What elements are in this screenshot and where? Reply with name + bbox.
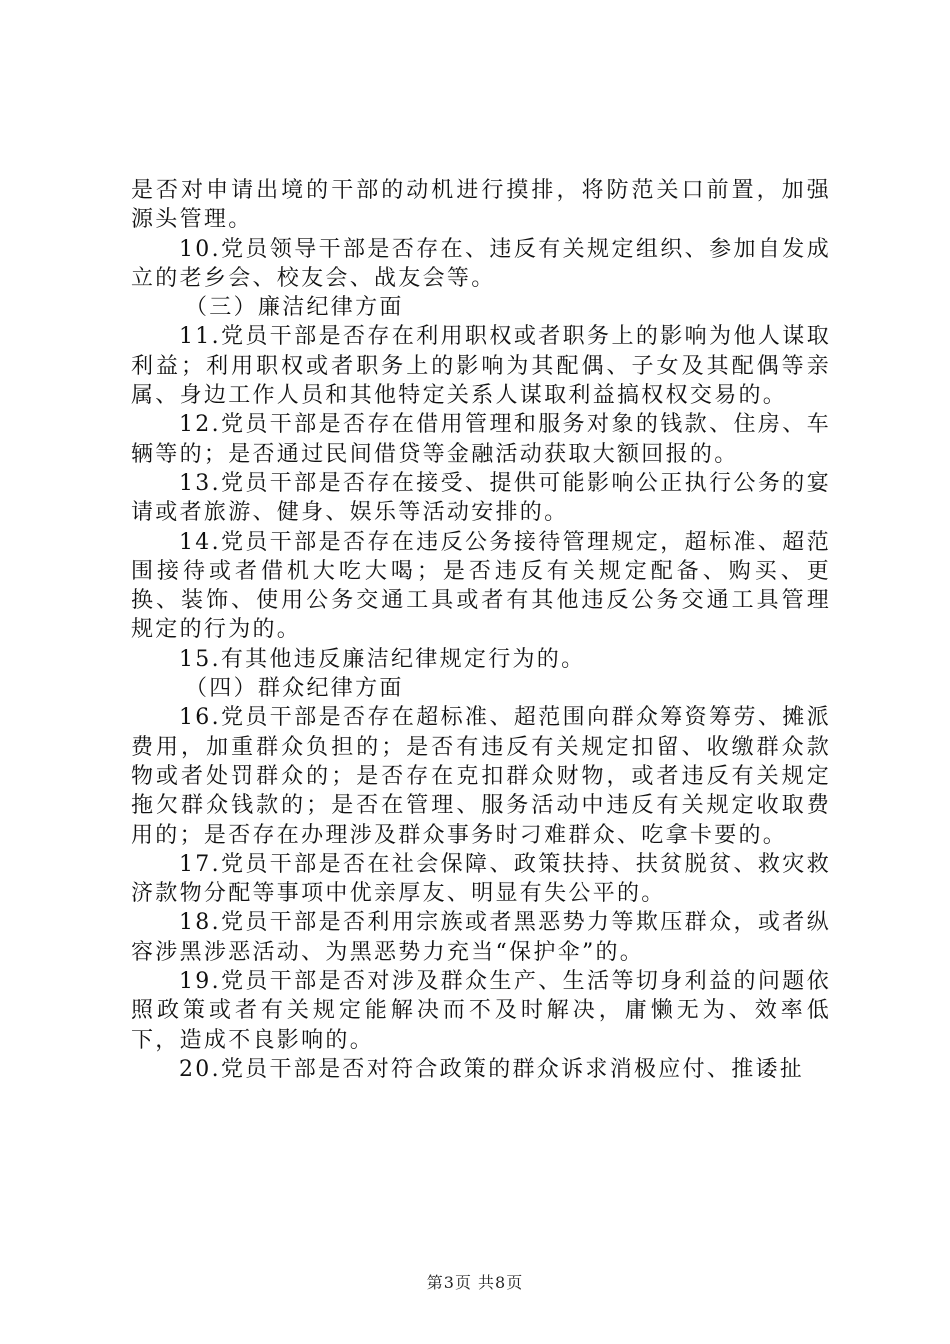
document-body	[131, 176, 831, 1084]
section-heading: （四）群众纪律方面	[185, 676, 404, 702]
paragraph: 19.党员干部是否对涉及群众生产、生活等切身利益的问题依照政策或者有关规定能解决而不及时解决，庸懒无为、效率低下，造成不良影响的。	[131, 969, 831, 1053]
paragraph: 11.党员干部是否存在利用职权或者职务上的影响为他人谋取利益；利用职权或者职务上的影响为其配偶、子女及其配偶等亲属、身边工作人员和其他特定关系人谋取利益搞权权交易的。	[131, 324, 831, 409]
paragraph: 12.党员干部是否存在借用管理和服务对象的钱款、住房、车辆等的；是否通过民间借贷等金融活动获取大额回报的。	[131, 412, 831, 467]
paragraph: 20.党员干部是否对符合政策的群众诉求消极应付、推诿扯	[179, 1056, 805, 1082]
section-heading: （三）廉洁纪律方面	[185, 295, 404, 321]
page-number-footer: 第3页 共8页	[426, 1273, 524, 1292]
paragraph: 16.党员干部是否存在超标准、超范围向群众筹资筹劳、摊派费用，加重群众负担的；是否有违反有关规定扣留、收缴群众款物或者处罚群众的；是否存在克扣群众财物，或者违反有关规定拖欠群众钱款的；是否在管理、服务活动中违反有关规定收取费用的；是否存在办理涉及群众事务时刁难群众、吃拿卡要的。	[131, 705, 831, 848]
paragraph: 18.党员干部是否利用宗族或者黑恶势力等欺压群众，或者纵容涉黑涉恶活动、为黑恶势力充当“保护伞”的。	[131, 910, 831, 965]
paragraph: 14.党员干部是否存在违反公务接待管理规定，超标准、超范围接待或者借机大吃大喝；是否违反有关规定配备、购买、更换、装饰、使用公务交通工具或者有其他违反公务交通工具管理规定的行为的。	[131, 529, 831, 643]
paragraph: 13.党员干部是否存在接受、提供可能影响公正执行公务的宴请或者旅游、健身、娱乐等活动安排的。	[131, 470, 831, 526]
paragraph: 17.党员干部是否在社会保障、政策扶持、扶贫脱贫、救灾救济款物分配等事项中优亲厚友、明显有失公平的。	[131, 851, 831, 907]
paragraph: 10.党员领导干部是否存在、违反有关规定组织、参加自发成立的老乡会、校友会、战友会等。	[131, 236, 831, 291]
paragraph: 15.有其他违反廉洁纪律规定行为的。	[179, 646, 586, 672]
paragraph: 是否对申请出境的干部的动机进行摸排，将防范关口前置，加强源头管理。	[131, 178, 831, 233]
